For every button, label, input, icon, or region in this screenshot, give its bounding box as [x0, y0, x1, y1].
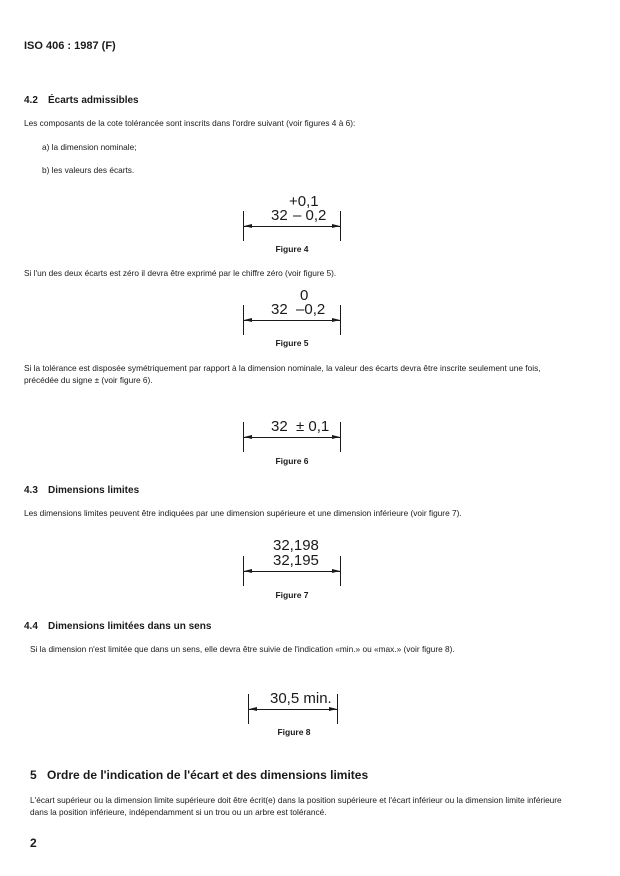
list-item-b: b) les valeurs des écarts.: [42, 165, 135, 175]
section-number: 4.3: [24, 485, 38, 496]
dimension-text: 30,5 min.: [270, 690, 332, 707]
section-4-4-heading: [24, 621, 211, 632]
figure-8-caption: Figure 8: [277, 727, 311, 737]
lower-deviation: – 0,2: [293, 207, 327, 224]
lower-limit: 32,195: [273, 552, 319, 569]
arrow-right-icon: [332, 318, 340, 322]
paragraph-limits: Les dimensions limites peuvent être indiquées par une dimension supérieure et une dimension inférieure (voir figure 7).: [24, 508, 462, 518]
upper-deviation: +0,1: [289, 193, 319, 210]
dimension-line: [249, 709, 337, 710]
figure-5-caption: Figure 5: [275, 338, 309, 348]
section-number: 4.4: [24, 621, 38, 632]
section-4-3-heading: [24, 485, 139, 496]
figure-7-caption: Figure 7: [275, 590, 309, 600]
extension-line-right: [340, 305, 341, 335]
arrow-right-icon: [329, 707, 337, 711]
paragraph-intro: Les composants de la cote tolérancée sont inscrits dans l'ordre suivant (voir figures 4 à 6):: [24, 118, 356, 128]
extension-line-right: [340, 211, 341, 241]
extension-line-right: [340, 422, 341, 452]
section-5-heading: [30, 768, 368, 782]
section-number: 5: [30, 768, 37, 782]
section-title: Dimensions limites: [48, 485, 140, 496]
section-title: Dimensions limitées dans un sens: [48, 621, 212, 632]
paragraph-symmetric: Si la tolérance est disposée symétriquement par rapport à la dimension nominale, la valeur des écarts devra être inscrite seulement une fois, précédée du signe ± (voir figure 6).: [24, 363, 541, 385]
paragraph-order: L'écart supérieur ou la dimension limite supérieure doit être écrit(e) dans la position supérieure et l'écart inférieur ou la dimension limite inférieure dans la position inférieure, indépendamment si un trou ou un arbre est tolérancé.: [30, 795, 562, 817]
arrow-left-icon: [244, 435, 252, 439]
upper-deviation: 0: [300, 287, 309, 304]
dimension-line: [244, 320, 340, 321]
section-4-2-heading: [24, 95, 139, 106]
dimension-text: 32 ± 0,1: [271, 418, 330, 435]
dimension-line: [244, 226, 340, 227]
extension-line-right: [337, 694, 338, 724]
arrow-right-icon: [332, 224, 340, 228]
document-header: ISO 406 : 1987 (F): [24, 40, 116, 52]
extension-line-right: [340, 556, 341, 586]
arrow-right-icon: [332, 569, 340, 573]
arrow-left-icon: [244, 569, 252, 573]
dimension-line: [244, 437, 340, 438]
dimension-line: [244, 571, 340, 572]
page-number: 2: [30, 836, 37, 850]
paragraph-one-direction: Si la dimension n'est limitée que dans un sens, elle devra être suivie de l'indication «min.» ou «max.» (voir figure 8).: [30, 644, 455, 654]
arrow-left-icon: [244, 318, 252, 322]
section-number: 4.2: [24, 95, 38, 106]
section-title: Ordre de l'indication de l'écart et des dimensions limites: [47, 768, 369, 782]
paragraph-zero: Si l'un des deux écarts est zéro il devra être exprimé par le chiffre zéro (voir figure 5).: [24, 268, 337, 278]
list-item-a: a) la dimension nominale;: [42, 142, 137, 152]
section-title: Écarts admissibles: [48, 95, 139, 106]
arrow-left-icon: [249, 707, 257, 711]
figure-4-caption: Figure 4: [275, 244, 309, 254]
upper-limit: 32,198: [273, 537, 319, 554]
arrow-right-icon: [332, 435, 340, 439]
figure-6-caption: Figure 6: [275, 456, 309, 466]
dimension-text: 32 –0,2: [271, 301, 326, 318]
nominal-dimension: 32: [271, 207, 288, 224]
arrow-left-icon: [244, 224, 252, 228]
